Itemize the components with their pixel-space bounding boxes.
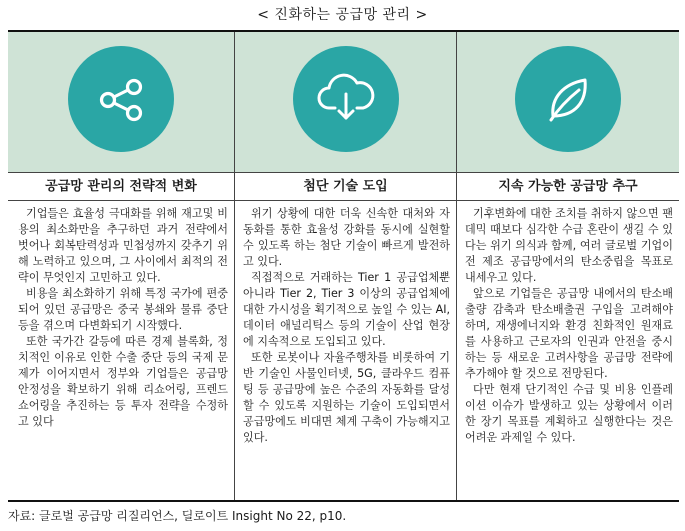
column-heading: 공급망 관리의 전략적 변화 [8, 172, 234, 201]
column-body [243, 206, 450, 446]
icon-band [235, 32, 456, 172]
paragraph: 기업들은 효율성 극대화를 위해 재고및 비용의 최소화만을 추구하던 과거 전략에서 벗어나 회복탄력성과 민첩성까지 갖추기 위해 노력하고 있으며, 그 사이에서 최적의 전략이 무엇인지 고민하고 있다. [18, 207, 228, 284]
paragraph: 기후변화에 대한 조치를 취하지 않으면 팬데믹 때보다 심각한 수급 혼란이 생길 수 있다는 위기 의식과 함께, 여러 글로벌 기업이 전 제조 공급망에서의 탄소중립을 목표로 내세우고 있다. [465, 207, 673, 284]
column-technology [234, 32, 456, 500]
cloud-download-icon [293, 46, 399, 152]
icon-band [457, 32, 679, 172]
column-body [465, 206, 673, 446]
paragraph: 위기 상황에 대한 더욱 신속한 대처와 자동화를 통한 효율성 강화를 동시에 실현할 수 있도록 하는 첨단 기술이 빠르게 발전하고 있다. [243, 207, 450, 268]
column-sustainability [456, 32, 679, 500]
column-heading: 첨단 기술 도입 [235, 172, 456, 201]
paragraph: 또한 국가간 갈등에 따른 경제 블록화, 정치적인 이유로 인한 수출 중단 등의 국제 문제가 이어지면서 정부와 기업들은 공급망 안정성을 확보하기 위해 리쇼어링, 프렌드쇼어링을 추진하는 등 투자 전략을 수정하고 있다 [18, 335, 228, 428]
page-title: < 진화하는 공급망 관리 > [257, 7, 428, 23]
column-strategy [8, 32, 234, 500]
column-body [18, 206, 228, 430]
paragraph: 앞으로 기업들은 공급망 내에서의 탄소배출량 감축과 탄소배출권 구입을 고려해야 하며, 재생에너지와 환경 친화적인 원재료를 사용하고 근로자의 인권과 안전을 중시하는 등 새로운 고려사항을 공급망 전략에 추가해야 할 것으로 전망된다. [465, 287, 673, 380]
icon-circle [68, 46, 174, 152]
column-heading: 지속 가능한 공급망 추구 [457, 172, 679, 201]
paragraph: 비용을 최소화하기 위해 특정 국가에 편중되어 있던 공급망은 중국 봉쇄와 물류 중단 등을 겪으며 다변화되기 시작했다. [18, 287, 228, 332]
paragraph: 또한 로봇이나 자율주행차를 비롯하여 기반 기술인 사물인터넷, 5G, 클라우드 컴퓨팅 등 공급망에 높은 수준의 자동화를 달성할 수 있도록 지원하는 기술이 도입되면서 공급망에도 비대면 체계 구축이 가능해지고 있다. [243, 351, 451, 444]
source-note: 자료: 글로벌 공급망 리질리언스, 딜로이트 Insight No 22, p10. [8, 509, 347, 523]
icon-circle [515, 46, 621, 152]
share-icon [68, 46, 174, 152]
paragraph: 직접적으로 거래하는 Tier 1 공급업체뿐 아니라 Tier 2, Tier 3 이상의 공급업체에 대한 가시성을 획기적으로 높일 수 있는 AI, 데이터 애널리틱스 등의 기술이 산업 현장에 지속적으로 도입되고 있다. [243, 271, 451, 348]
paragraph: 다만 현재 단기적인 수급 및 비용 인플레이션 이슈가 발생하고 있는 상황에서 이러한 장기 목표를 계획하고 실행한다는 것은 어려운 과제일 수 있다. [465, 383, 673, 444]
icon-circle [293, 46, 399, 152]
icon-band [8, 32, 234, 172]
comparison-table [8, 30, 679, 502]
leaf-icon [515, 46, 621, 152]
